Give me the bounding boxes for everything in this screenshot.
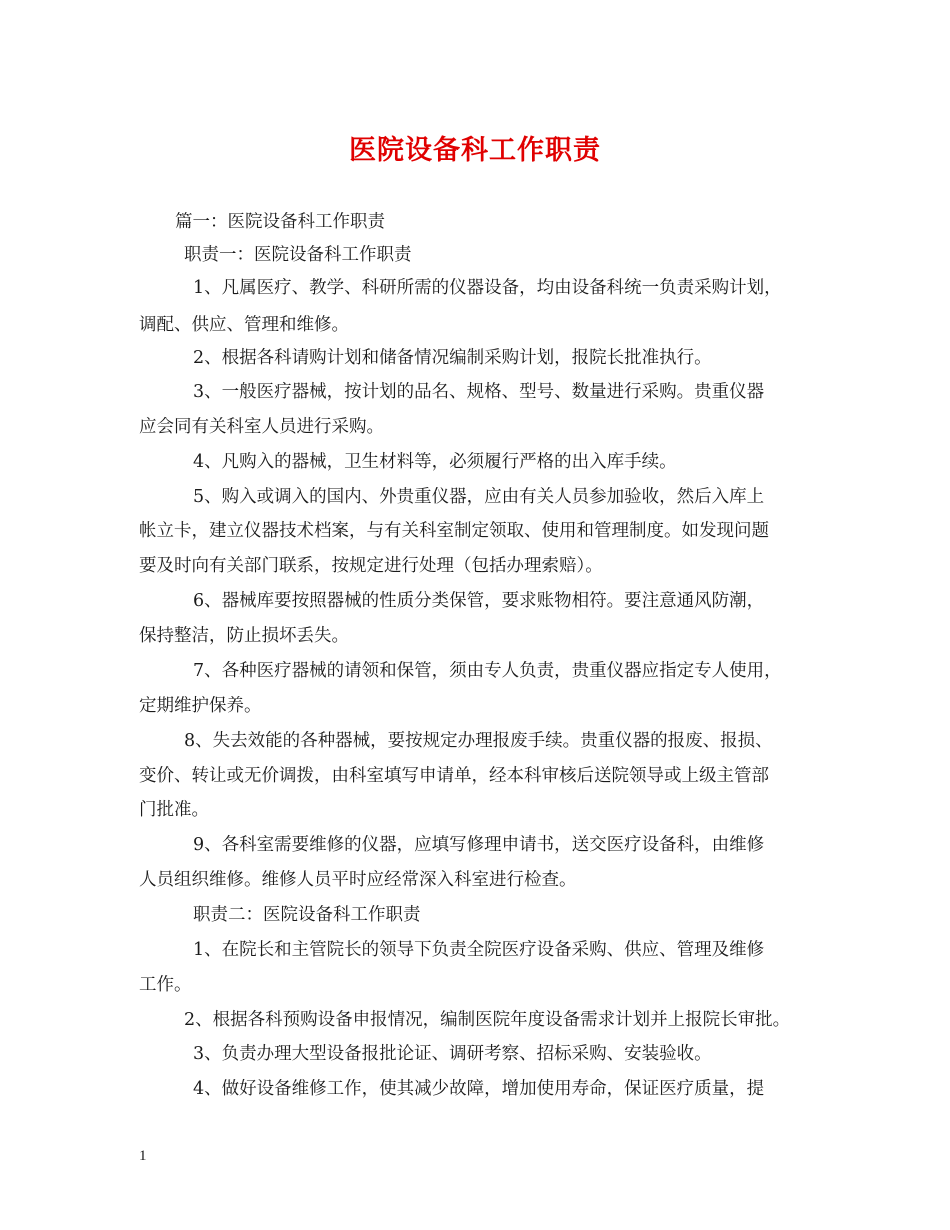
- paragraph-line: 人员组织维修。维修人员平时应经常深入科室进行检查。: [139, 870, 577, 890]
- paragraph-line: 9、各科室需要维修的仪器，应填写修理申请书，送交医疗设备科，由维修: [193, 835, 765, 855]
- paragraph-line: 应会同有关科室人员进行采购。: [139, 417, 384, 437]
- paragraph-line: 变价、转让或无价调拨，由科室填写申请单，经本科审核后送院领导或上级主管部: [139, 766, 769, 786]
- paragraph-line: 工作。: [139, 975, 192, 995]
- paragraph-line: 4、做好设备维修工作，使其减少故障，增加使用寿命，保证医疗质量，提: [193, 1079, 765, 1099]
- paragraph-line: 保持整洁，防止损坏丢失。: [139, 626, 349, 646]
- paragraph-line: 调配、供应、管理和维修。: [139, 315, 349, 335]
- section-heading: 篇一：医院设备科工作职责: [175, 212, 385, 232]
- subsection-heading: 职责一：医院设备科工作职责: [184, 245, 412, 265]
- paragraph-line: 帐立卡，建立仪器技术档案，与有关科室制定领取、使用和管理制度。如发现问题: [139, 521, 769, 541]
- paragraph-line: 1、在院长和主管院长的领导下负责全院医疗设备采购、供应、管理及维修: [193, 940, 765, 960]
- paragraph-line: 5、购入或调入的国内、外贵重仪器，应由有关人员参加验收，然后入库上: [193, 487, 765, 507]
- paragraph-line: 要及时向有关部门联系，按规定进行处理（包括办理索赔）。: [139, 556, 603, 576]
- paragraph-line: 3、负责办理大型设备报批论证、调研考察、招标采购、安装验收。: [193, 1044, 712, 1064]
- page-number: 1: [139, 1148, 147, 1164]
- document-title: 医院设备科工作职责: [349, 135, 601, 166]
- paragraph-line: 7、各种医疗器械的请领和保管，须由专人负责，贵重仪器应指定专人使用，: [193, 661, 782, 681]
- paragraph-line: 1、凡属医疗、教学、科研所需的仪器设备，均由设备科统一负责采购计划，: [193, 278, 782, 298]
- paragraph-line: 门批准。: [139, 800, 209, 820]
- paragraph-line: 6、器械库要按照器械的性质分类保管，要求账物相符。要注意通风防潮，: [193, 591, 765, 611]
- paragraph-line: 定期维护保养。: [139, 696, 262, 716]
- paragraph-line: 4、凡购入的器械，卫生材料等，必须履行严格的出入库手续。: [193, 452, 677, 472]
- paragraph-line: 3、一般医疗器械，按计划的品名、规格、型号、数量进行采购。贵重仪器: [193, 382, 765, 402]
- subsection-heading: 职责二：医院设备科工作职责: [193, 905, 421, 925]
- paragraph-line: 8、失去效能的各种器械，要按规定办理报废手续。贵重仪器的报废、报损、: [184, 731, 773, 751]
- paragraph-line: 2、根据各科预购设备申报情况，编制医院年度设备需求计划并上报院长审批。: [184, 1010, 791, 1030]
- paragraph-line: 2、根据各科请购计划和储备情况编制采购计划，报院长批准执行。: [193, 348, 712, 368]
